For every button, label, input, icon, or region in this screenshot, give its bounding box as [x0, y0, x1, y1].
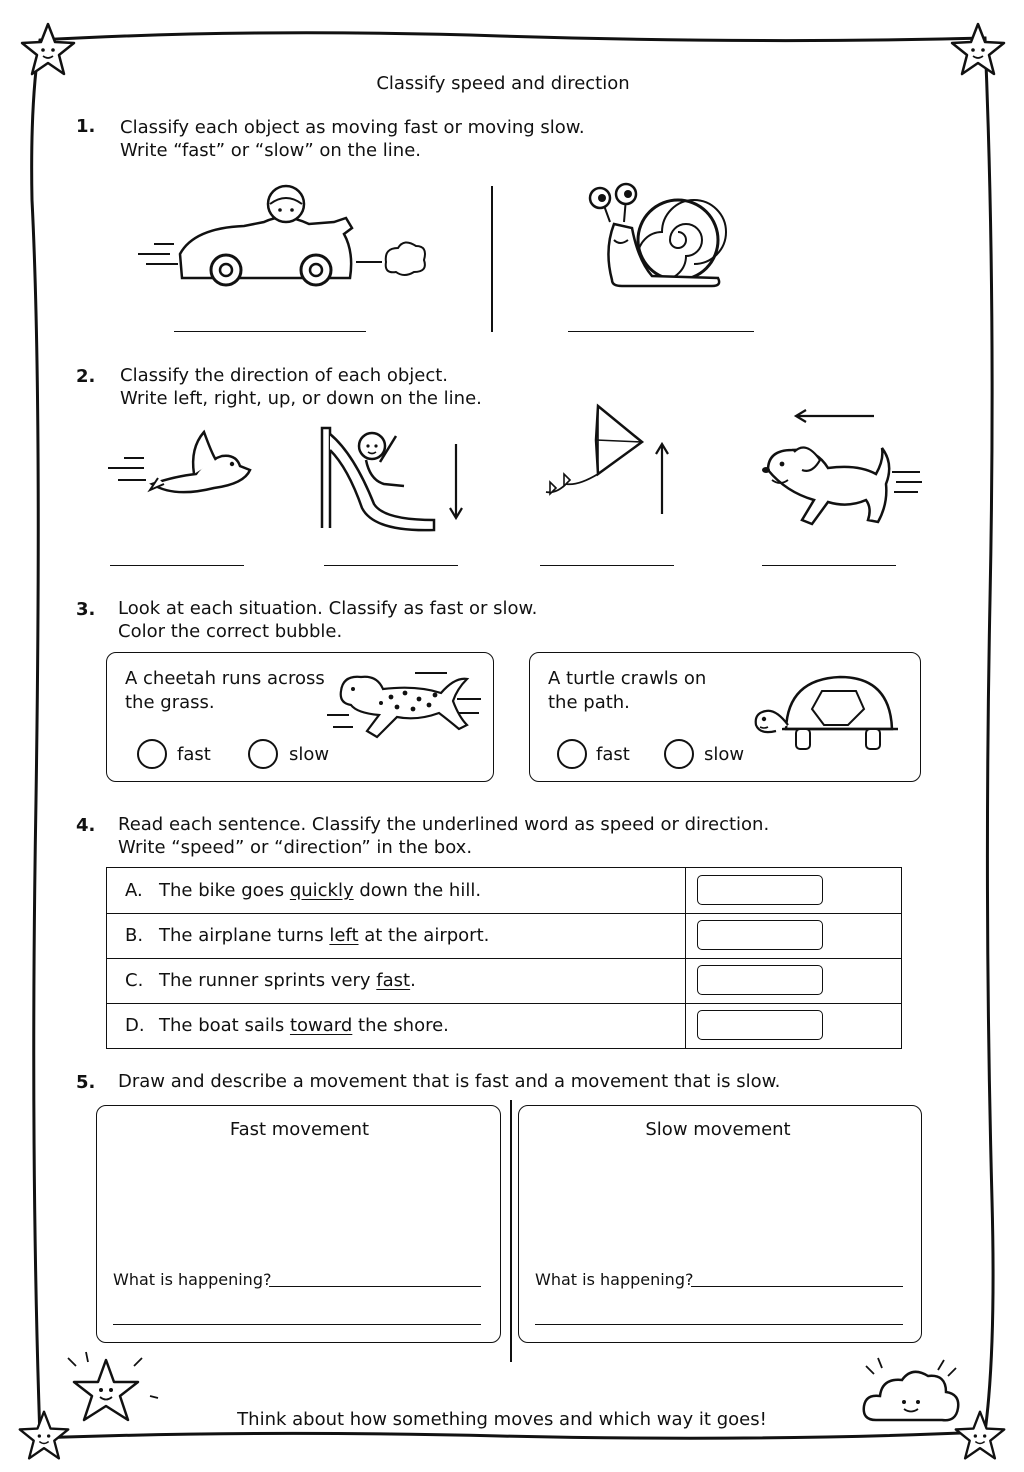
question-3-number: 3.: [76, 599, 96, 620]
underlined-word: fast: [376, 970, 411, 991]
answer-line-bird[interactable]: [110, 565, 244, 566]
question-4-instruction-line1: Read each sentence. Classify the underlined word as speed or direction.: [118, 814, 770, 835]
row-label: B.: [125, 925, 144, 946]
answer-box-d[interactable]: [697, 1010, 823, 1040]
row-label: D.: [125, 1015, 145, 1036]
table-row: [107, 958, 901, 1004]
fast-movement-title: Fast movement: [229, 1119, 370, 1140]
cheetah-fast-label: fast: [177, 744, 211, 765]
answer-box-a[interactable]: [697, 875, 823, 905]
question-1-number: 1.: [76, 116, 96, 137]
row-sentence: The airplane turns left at the airport.: [159, 925, 490, 946]
question-1-instruction-line1: Classify each object as moving fast or moving slow.: [120, 117, 585, 138]
slow-movement-box[interactable]: [518, 1105, 922, 1343]
bird-icon: [104, 428, 254, 508]
row-sentence: The bike goes quickly down the hill.: [159, 880, 482, 901]
fast-what-is-happening-label: What is happening?: [113, 1270, 272, 1289]
answer-line-car[interactable]: [174, 331, 366, 332]
turtle-icon: [752, 669, 902, 759]
question-3-instruction-line2: Color the correct bubble.: [118, 621, 343, 642]
underlined-word: left: [329, 925, 359, 946]
snail-icon: [582, 180, 732, 290]
question-2-instruction-line1: Classify the direction of each object.: [120, 365, 449, 386]
turtle-slow-label: slow: [704, 744, 745, 765]
fast-answer-line-2[interactable]: [113, 1324, 481, 1325]
dog-icon: [758, 404, 928, 534]
row-label: C.: [125, 970, 144, 991]
cheetah-situation-line1: A cheetah runs across: [125, 668, 325, 689]
question-1-instruction-line2: Write “fast” or “slow” on the line.: [120, 140, 422, 161]
child-on-slide-icon: [314, 424, 474, 534]
answer-line-kite[interactable]: [540, 565, 674, 566]
question-5-number: 5.: [76, 1072, 96, 1093]
fast-answer-line-1[interactable]: [269, 1286, 481, 1287]
row-sentence: The runner sprints very fast.: [159, 970, 416, 991]
question-2-instruction-line2: Write left, right, up, or down on the line.: [120, 388, 482, 409]
question-5-divider: [510, 1100, 512, 1362]
slow-answer-line-2[interactable]: [535, 1324, 903, 1325]
situation-card-turtle: [529, 652, 921, 782]
situation-card-cheetah: [106, 652, 494, 782]
underlined-word: quickly: [289, 880, 354, 901]
question-2-number: 2.: [76, 366, 96, 387]
answer-box-c[interactable]: [697, 965, 823, 995]
table-row: [107, 913, 901, 959]
question-3-instruction-line1: Look at each situation. Classify as fast or slow.: [118, 598, 538, 619]
row-sentence: The boat sails toward the shore.: [159, 1015, 449, 1036]
question-5-instruction: Draw and describe a movement that is fast and a movement that is slow.: [118, 1071, 781, 1092]
turtle-slow-bubble[interactable]: [664, 739, 694, 769]
row-label: A.: [125, 880, 143, 901]
race-car-icon: [134, 182, 434, 292]
turtle-fast-bubble[interactable]: [557, 739, 587, 769]
fast-movement-box[interactable]: [96, 1105, 501, 1343]
table-row: [107, 868, 901, 914]
question-1-divider: [491, 186, 493, 332]
underlined-word: toward: [289, 1015, 353, 1036]
turtle-fast-label: fast: [596, 744, 630, 765]
cheetah-slow-label: slow: [289, 744, 330, 765]
turtle-situation-line1: A turtle crawls on: [548, 668, 707, 689]
classification-table: [106, 867, 902, 1049]
star-icon: [18, 20, 78, 80]
slow-movement-title: Slow movement: [645, 1119, 791, 1140]
slow-answer-line-1[interactable]: [691, 1286, 903, 1287]
footer-message: Think about how something moves and which way it goes!: [237, 1409, 767, 1430]
cheetah-situation-line2: the grass.: [125, 692, 215, 713]
slow-what-is-happening-label: What is happening?: [535, 1270, 694, 1289]
answer-line-dog[interactable]: [762, 565, 896, 566]
cheetah-icon: [327, 665, 487, 745]
question-4-number: 4.: [76, 815, 96, 836]
question-4-instruction-line2: Write “speed” or “direction” in the box.: [118, 837, 473, 858]
answer-line-slide[interactable]: [324, 565, 458, 566]
page-title: Classify speed and direction: [376, 73, 630, 94]
turtle-situation-line2: the path.: [548, 692, 630, 713]
table-row: [107, 1003, 901, 1048]
star-icon: [948, 20, 1008, 80]
kite-icon: [538, 402, 678, 512]
answer-line-snail[interactable]: [568, 331, 754, 332]
answer-box-b[interactable]: [697, 920, 823, 950]
cheetah-fast-bubble[interactable]: [137, 739, 167, 769]
cheetah-slow-bubble[interactable]: [248, 739, 278, 769]
